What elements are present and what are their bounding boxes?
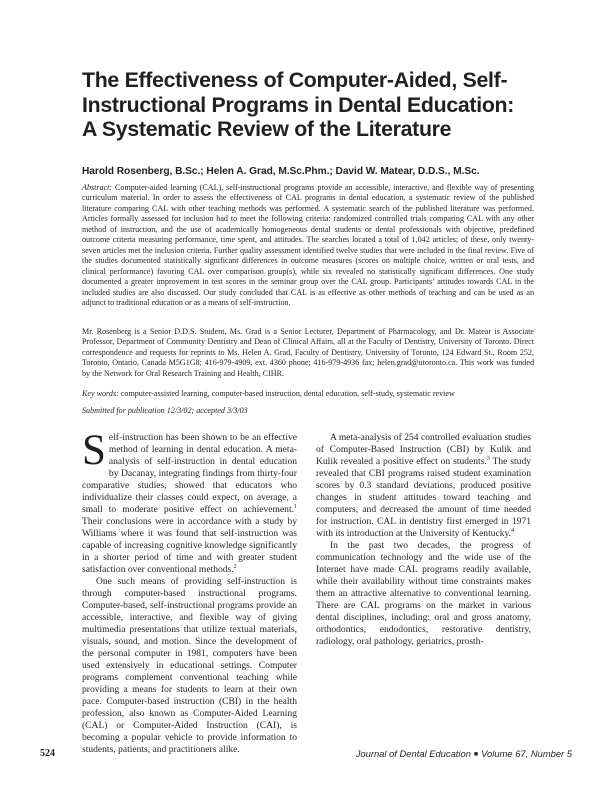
keywords-label: Key words: — [82, 389, 119, 398]
paragraph-text: In the past two decades, the progress of communication technology and the wide use of the Internet have made CAL programs readily available, while their availability without time constraints makes them an attractive alternative to conventional learning. There are CAL programs on the market in various dental disciplines, including: oral and gross anatomy, orthodontics, endodontics, restorative dentistry, radiology, oral pathology, geriatrics, prosth- — [316, 540, 531, 648]
abstract — [82, 183, 534, 308]
title-line: A Systematic Review of the Literature — [82, 117, 452, 142]
abstract-label: Abstract: — [82, 183, 113, 192]
abstract-text: Computer-aided learning (CAL), self-instructional programs provide an accessible, interactive, and flexible way of presenting curriculum material. In order to assess the effectiveness of CAL programs in dental education, a systematic review of the published literature comparing CAL with other teaching methods was performed. A systematic search of the published literature was performed. Articles formally assessed for inclusion had to meet the following criteria: randomized controlled trials comparing CAL with any other method of instruction, and the use of academically homogeneous dental students or dental professionals with objective, predefined outcome criteria measuring performance, time spent, and attitudes. The searches located a total of 1,042 articles; of these, only twenty-seven articles met the inclusion criteria. Further quality assessment identified twelve studies that were included in the final review. Five of the studies documented statistically significant differences in outcome measures (scores on multiple choice, written or oral tests, and clinical performance) favoring CAL over comparison group(s), while six revealed no statistically significant differences. One study documented a greater improvement in test scores in the seminar group over the CAL group. Participants’ attitudes towards CAL in the included studies are also discussed. Our study concluded that CAL is as effective as other methods of teaching and can be used as an adjunct to traditional education or as a means of self-instruction. — [82, 183, 534, 307]
keywords — [82, 389, 534, 399]
title-line: Instructional Programs in Dental Education: — [82, 92, 515, 117]
drop-cap: S — [82, 427, 106, 474]
submission-dates: Submitted for publication 12/3/02; accepted 3/3/03 — [82, 406, 248, 415]
title-line: The Effectiveness of Computer-Aided, Self- — [82, 68, 508, 92]
author-list: Harold Rosenberg, B.Sc.; Helen A. Grad, M.Sc.Phm.; David W. Matear, D.D.S., M.Sc. — [82, 166, 480, 177]
citation-ref: 3 — [486, 456, 490, 463]
body-paragraph — [316, 540, 531, 648]
paragraph-text: elf-instruction has been shown to be an effective method of learning in dental education. A meta-analysis of self-instruction in dental education by Dacanay, integrating findings from thirty-four comparative studies, showed that educators who individualize their classes could expect, on average, a small to moderate positive effect on achievement. — [82, 432, 297, 516]
paragraph-text: The study revealed that CBI programs raised student examination scores by 0.3 standard deviations, produced positive changes in student attitudes toward teaching and computers, and decreased the amount of time needed for instruction. CAL in dentistry first emerged in 1971 with its introduction at the University of Kentucky. — [316, 456, 531, 540]
citation-ref: 2 — [233, 564, 237, 571]
author-affiliation: Mr. Rosenberg is a Senior D.D.S. Student, Ms. Grad is a Senior Lecturer, Department of Pharmacology, and Dr. Matear is Associate Professor, Department of Community Dentistry and Dean of Clinical Affairs, all at the Faculty of Dentistry, University of Toronto. Direct correspondence and requests for reprints to Ms. Helen A. Grad, Faculty of Dentistry, University of Toronto, 124 Edward St., Room 252, Toronto, Ontario, Canada M5G1G8; 416-979-4909, ext. 4360 phone; 416-979-4936 fax; helen.grad@utoronto.ca. This work was funded by the Network for Oral Research Training and Health, CIHR. — [82, 327, 534, 378]
citation-ref: 4 — [511, 528, 515, 535]
paragraph-text: One such means of providing self-instruction is through computer-based instructional programs. Computer-based, self-instructional programs provide an accessible, interactive, and flexible way of giving multimedia presentations that utilize textual materials, visuals, sound, and motion. Since the development of the personal computer in 1981, computers have been used extensively in educational settings. Computer programs complement conventional teaching while providing a means for students to learn at their own pace. Computer-based instruction (CBI) in the health profession, also known as Computer-Aided Learning (CAL) or Computer-Aided Instruction (CAI), is becoming a popular vehicle to provide information to students, patients, and practitioners alike. — [82, 576, 297, 756]
article-title — [82, 68, 552, 142]
body-paragraph — [82, 427, 297, 576]
citation-ref: 1 — [294, 504, 297, 511]
keywords-text: computer-assisted learning, computer-based instruction, dental education, self-study, systematic review — [120, 389, 455, 398]
journal-name: Journal of Dental Education — [355, 748, 471, 759]
separator-square: ■ — [473, 751, 479, 758]
body-column-left — [82, 427, 297, 756]
body-paragraph — [82, 576, 297, 756]
body-column-right — [316, 432, 531, 648]
paragraph-text: A meta-analysis of 254 controlled evaluation studies of Computer-Based Instruction (CBI) by Kulik and Kulik revealed a positive effect on students. — [316, 432, 531, 468]
journal-volume: Volume 67, Number 5 — [481, 748, 572, 759]
journal-footer — [356, 748, 572, 759]
page-number: 524 — [40, 748, 55, 759]
body-paragraph — [316, 432, 531, 540]
paragraph-text: Their conclusions were in accordance with a study by Williams where it was found that self-instruction was capable of increasing cognitive knowledge significantly in a shorter period of time and with greater student satisfaction over conventional methods. — [82, 516, 297, 576]
